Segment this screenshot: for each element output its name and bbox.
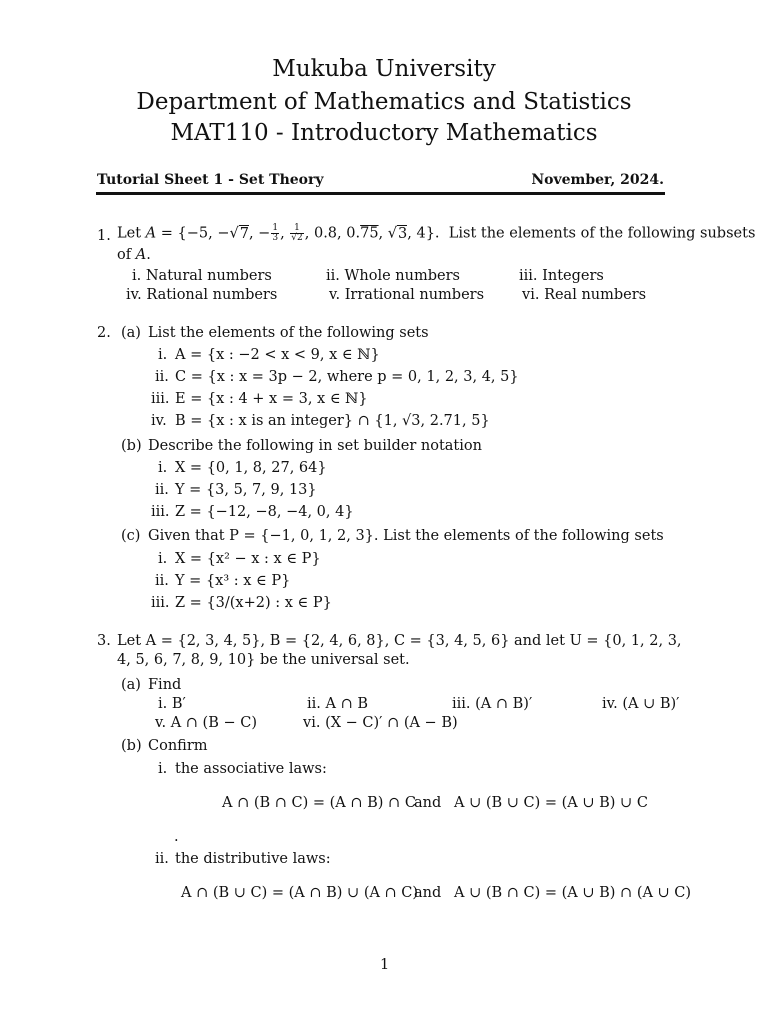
q3-intro: Let A = {2, 3, 4, 5}, B = {2, 4, 6, 8}, C = {3, 4, 5, 6} and let U = {0, 1, 2, 3, 4, 5, 6, 7, 8, 9, 10} be the universal set. xyxy=(117,633,682,668)
q3a-item-vi: vi. (X − C)′ ∩ (A − B) xyxy=(303,715,458,731)
distributive-law-left: A ∩ (B ∪ C) = (A ∩ B) ∪ (A ∩ C) xyxy=(181,885,419,901)
distributive-law-and: and xyxy=(414,885,442,901)
header-rule xyxy=(96,192,665,195)
q3b-item-ii-text: the distributive laws: xyxy=(175,851,331,867)
q2b-item-iii: iii. xyxy=(151,504,170,520)
q2c-item-i-text: X = {x² − x : x ∈ P} xyxy=(175,551,321,567)
q3-number: 3. xyxy=(97,633,111,649)
associative-law-left: A ∩ (B ∩ C) = (A ∩ B) ∩ C xyxy=(222,795,416,811)
q2c-item-iii: iii. xyxy=(151,595,170,611)
q2b-text: Describe the following in set builder notation xyxy=(148,438,482,454)
q2a-item-i-text: A = {x : −2 < x < 9, x ∈ ℕ} xyxy=(175,347,380,363)
q3a-item-v: v. A ∩ (B − C) xyxy=(155,715,257,731)
department-title: Department of Mathematics and Statistics xyxy=(136,89,632,115)
q2b-item-ii: ii. xyxy=(155,482,169,498)
q2b-item-i: i. xyxy=(158,460,168,476)
q2-number: 2. xyxy=(97,325,111,341)
q2a-item-ii: ii. xyxy=(155,369,169,385)
q1-item-v: v. Irrational numbers xyxy=(329,287,485,303)
q2b-item-ii-text: Y = {3, 5, 7, 9, 13} xyxy=(175,482,317,498)
q2b-label: (b) xyxy=(121,438,142,454)
q2c-label: (c) xyxy=(121,528,141,544)
sheet-title: Tutorial Sheet 1 - Set Theory xyxy=(97,172,324,188)
q2a-label: (a) xyxy=(121,325,141,341)
course-title: MAT110 - Introductory Mathematics xyxy=(170,120,598,146)
q3a-item-iii: iii. (A ∩ B)′ xyxy=(452,696,533,712)
q2c-item-i: i. xyxy=(158,551,168,567)
q3a-text: Find xyxy=(148,677,182,693)
q3a-label: (a) xyxy=(121,677,141,693)
q3b-text: Confirm xyxy=(148,738,208,754)
q3a-item-i: i. B′ xyxy=(158,696,186,712)
associative-law-and: and xyxy=(414,795,442,811)
q3a-item-iv: iv. (A ∪ B)′ xyxy=(602,696,680,712)
q2a-item-iii: iii. xyxy=(151,391,170,407)
q2b-item-i-text: X = {0, 1, 8, 27, 64} xyxy=(175,460,327,476)
q2c-item-ii: ii. xyxy=(155,573,169,589)
q2a-item-iii-text: E = {x : 4 + x = 3, x ∈ ℕ} xyxy=(175,391,368,407)
q1-item-iv: iv. Rational numbers xyxy=(126,287,278,303)
q1-intro-line2: of A. xyxy=(117,247,151,263)
q3b-item-i-text: the associative laws: xyxy=(175,761,327,777)
q1-item-vi: vi. Real numbers xyxy=(522,287,647,303)
q1-item-ii: ii. Whole numbers xyxy=(326,268,460,284)
associative-law-right: A ∪ (B ∪ C) = (A ∪ B) ∪ C xyxy=(454,795,648,811)
university-title: Mukuba University xyxy=(272,56,496,82)
q1-number: 1. xyxy=(97,228,111,244)
page-number: 1 xyxy=(380,957,390,973)
q2a-item-ii-text: C = {x : x = 3p − 2, where p = 0, 1, 2, 3, 4, 5} xyxy=(175,369,519,385)
q2b-item-iii-text: Z = {−12, −8, −4, 0, 4} xyxy=(175,504,354,520)
q1-item-iii: iii. Integers xyxy=(519,268,604,284)
q2a-item-iv: iv. xyxy=(151,413,167,429)
q3b-label: (b) xyxy=(121,738,142,754)
q2c-text: Given that P = {−1, 0, 1, 2, 3}. List the elements of the following sets xyxy=(148,528,664,544)
q2a-item-i: i. xyxy=(158,347,168,363)
q2c-item-ii-text: Y = {x³ : x ∈ P} xyxy=(175,573,291,589)
q3a-item-ii: ii. A ∩ B xyxy=(307,696,368,712)
distributive-law-right: A ∪ (B ∩ C) = (A ∪ B) ∩ (A ∪ C) xyxy=(454,885,692,901)
q2a-text: List the elements of the following sets xyxy=(148,325,429,341)
q2a-item-iv-text: B = {x : x is an integer} ∩ {1, √3, 2.71, 5} xyxy=(175,413,490,429)
q3b-item-i: i. xyxy=(158,761,168,777)
q1-intro-line1: Let A = {−5, −√7, − $\frac{1}{3}$ , $\frac{1}{√2}$ , 0.8, 0.75, √3, 4}. List the elements of the following subsets xyxy=(117,223,756,243)
q2c-item-iii-text: Z = {3/(x+2) : x ∈ P} xyxy=(175,595,332,611)
sheet-date: November, 2024. xyxy=(531,172,664,188)
q3b-item-ii: ii. xyxy=(155,851,169,867)
associative-trailing-dot: . xyxy=(174,829,179,845)
q1-item-i: i. Natural numbers xyxy=(132,268,272,284)
